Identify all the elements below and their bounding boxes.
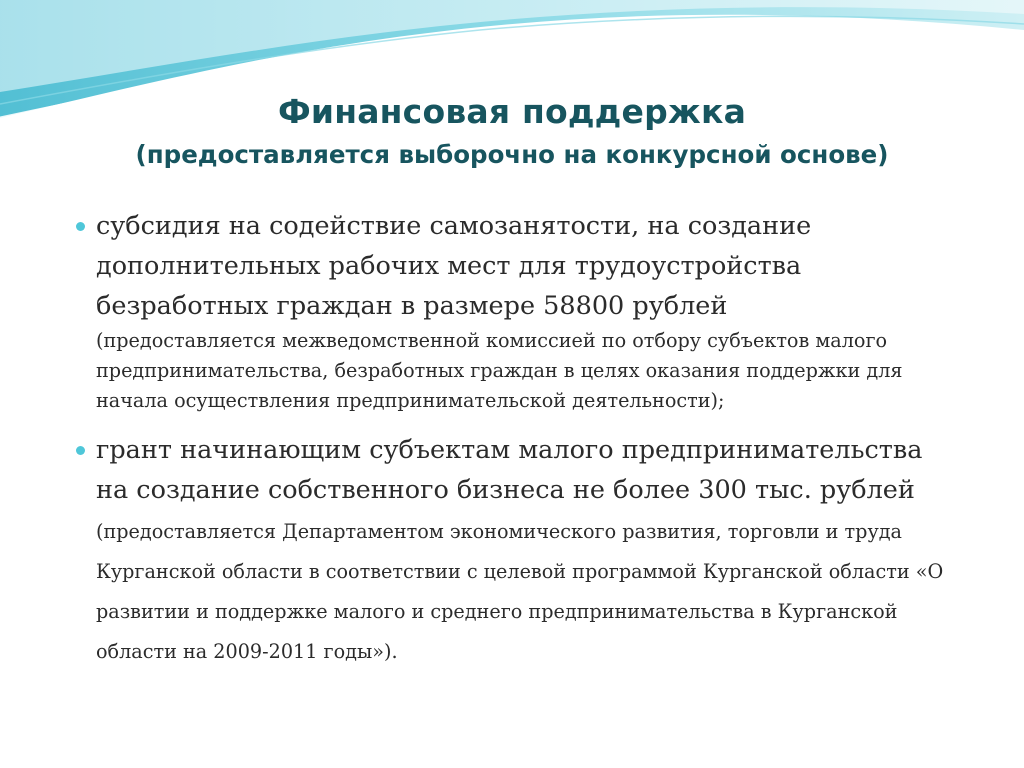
bullet-dot-icon	[76, 222, 85, 231]
bullet-dot-icon	[76, 446, 85, 455]
slide-subtitle: (предоставляется выборочно на конкурсной основе)	[135, 140, 889, 169]
list-item	[64, 430, 944, 670]
title-block	[0, 88, 1024, 174]
item-main-text: субсидия на содействие самозанятости, на создание дополнительных рабочих мест для трудоустройства безработных граждан в размере 58800 рублей	[96, 211, 812, 321]
list-item	[64, 206, 944, 416]
item-main-text: грант начинающим субъектам малого предпринимательства на создание собственного бизнеса не более 300 тыс. рублей	[96, 435, 923, 505]
bullet-list	[64, 206, 944, 670]
slide-title: Финансовая поддержка	[277, 92, 747, 131]
item-note-text: (предоставляется межведомственной комиссией по отбору субъектов малого предпринимательства, безработных граждан в целях оказания поддержки для начала осуществления предпринимательской деятельности);	[96, 329, 903, 412]
item-text-block	[96, 430, 944, 670]
item-note-text: (предоставляется Департаментом экономического развития, торговли и труда Курганской области в соответствии с целевой программой Курганской области «О развитии и поддержке малого и среднего предпринимательства в Курганской области на 2009-2011 годы»).	[96, 520, 944, 663]
